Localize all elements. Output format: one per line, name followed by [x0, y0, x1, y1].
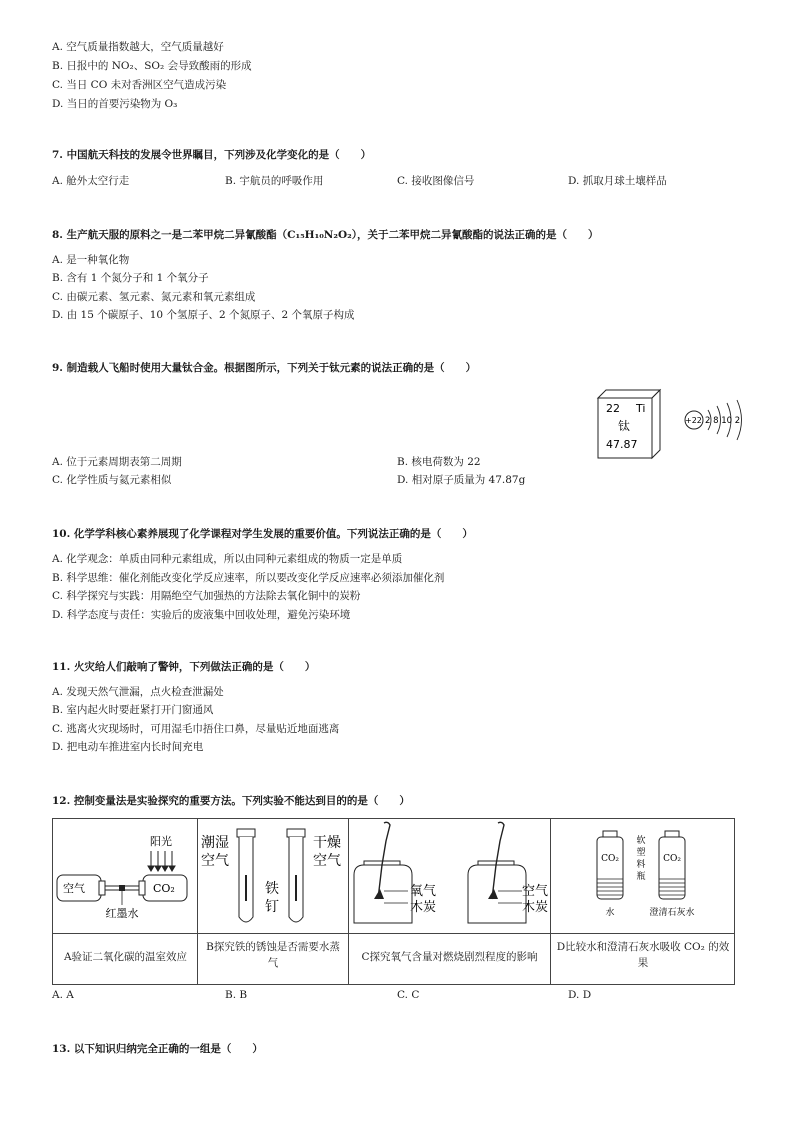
element-name: 钛	[618, 419, 631, 433]
q9-option-b: B. 核电荷数为 22	[397, 456, 481, 468]
q6-option-a: A. 空气质量指数越大，空气质量越好	[52, 41, 224, 53]
q8-option-a: A. 是一种氧化物	[52, 254, 130, 266]
co2-label-water: CO₂	[601, 854, 619, 864]
q7-option-d: D. 抓取月球土壤样品	[568, 175, 667, 187]
co2-label-lime: CO₂	[663, 854, 681, 864]
sun-label: 阳光	[150, 835, 172, 848]
co2-label: CO₂	[153, 882, 175, 895]
electron-shells: 2 8 10 2	[705, 416, 741, 426]
q9-option-d: D. 相对原子质量为 47.87g	[397, 474, 526, 486]
atom-structure-diagram	[685, 400, 742, 440]
soft-bottle-label-3: 料	[636, 860, 646, 870]
figure-b-iron-rust	[199, 823, 347, 931]
q13-stem: 13. 以下知识归纳完全正确的一组是（ ）	[52, 1043, 263, 1055]
q10-option-a: A. 化学观念：单质由同种元素组成，所以由同种元素组成的物质一定是单质	[52, 553, 403, 565]
nail-label: 铁	[265, 881, 279, 897]
element-mass: 47.87	[606, 438, 638, 451]
charcoal-label-2: 木炭	[522, 900, 549, 915]
q8-option-d: D. 由 15 个碳原子、10 个氢原子、2 个氮原子、2 个氧原子构成	[52, 309, 355, 321]
q8-option-c: C. 由碳元素、氢元素、氮元素和氧元素组成	[52, 291, 256, 303]
figure-a-greenhouse	[55, 829, 195, 929]
q12-option-b: B. B	[225, 989, 248, 1001]
figure-d-co2-absorption	[583, 829, 733, 929]
q7-option-c: C. 接收图像信号	[397, 175, 475, 187]
caption-b: B探究铁的锈蚀是否需要水蒸气	[206, 941, 340, 969]
bottle-water	[597, 837, 623, 899]
ink-label: 红墨水	[105, 907, 139, 920]
jar-oxygen	[354, 865, 412, 923]
q9-stem: 9. 制造载人飞船时使用大量钛合金。根据图所示，下列关于钛元素的说法正确的是（ ）	[52, 362, 477, 374]
soft-bottle-label-2: 塑	[636, 848, 646, 858]
jar-air	[468, 865, 526, 923]
q11-option-b: B. 室内起火时要赶紧打开门窗通风	[52, 704, 214, 716]
q10-option-b: B. 科学思维：催化剂能改变化学反应速率，所以要改变化学反应速率必须添加催化剂	[52, 572, 445, 584]
q12-option-c: C. C	[397, 989, 420, 1001]
q6-option-d: D. 当日的首要污染物为 O₃	[52, 98, 178, 110]
wet-label: 潮湿	[201, 835, 229, 851]
air-label: 空气	[63, 882, 85, 895]
q10-option-d: D. 科学态度与责任：实验后的废液集中回收处理，避免污染环境	[52, 609, 351, 621]
q9-option-a: A. 位于元素周期表第二周期	[52, 456, 182, 468]
element-symbol: Ti	[636, 402, 646, 415]
air-label-c: 空气	[522, 884, 549, 899]
q11-option-c: C. 逃离火灾现场时，可用湿毛巾捂住口鼻，尽量贴近地面逃离	[52, 723, 340, 735]
q8-stem: 8. 生产航天服的原料之一是二苯甲烷二异氰酸酯（C₁₅H₁₀N₂O₂），关于二苯甲烷二异氰酸酯的说法正确的是（ ）	[52, 229, 599, 241]
q12-option-a: A. A	[52, 989, 74, 1001]
water-label: 水	[605, 908, 615, 918]
q8-option-b: B. 含有 1 个氮分子和 1 个氧分子	[52, 272, 209, 284]
caption-c: C探究氧气含量对燃烧剧烈程度的影响	[361, 951, 538, 963]
q9-option-c: C. 化学性质与氦元素相似	[52, 474, 172, 486]
q11-stem: 11. 火灾给人们敲响了警钟，下列做法正确的是（ ）	[52, 661, 316, 673]
element-number: 22	[606, 402, 620, 415]
q11-option-a: A. 发现天然气泄漏，点火检查泄漏处	[52, 686, 224, 698]
q12-stem: 12. 控制变量法是实验探究的重要方法。下列实验不能达到目的的是（ ）	[52, 795, 410, 807]
q10-stem: 10. 化学学科核心素养展现了化学课程对学生发展的重要价值。下列说法正确的是（ ）	[52, 528, 473, 540]
q7-option-b: B. 宇航员的呼吸作用	[225, 175, 324, 187]
q6-option-b: B. 日报中的 NO₂、SO₂ 会导致酸雨的形成	[52, 60, 252, 72]
limewater-label: 澄清石灰水	[649, 908, 695, 918]
caption-d: D比较水和澄清石灰水吸收 CO₂ 的效果	[556, 941, 730, 969]
q12-experiment-table	[52, 818, 735, 985]
q12-option-d: D. D	[568, 989, 592, 1001]
caption-a: A验证二氧化碳的温室效应	[63, 951, 188, 963]
soft-bottle-label-4: 瓶	[636, 872, 646, 882]
titanium-element-figure	[596, 388, 756, 460]
q10-option-c: C. 科学探究与实践：用隔绝空气加强热的方法除去氧化铜中的炭粉	[52, 590, 361, 602]
soft-bottle-label-1: 软	[636, 836, 646, 846]
q7-option-a: A. 舱外太空行走	[52, 175, 130, 187]
sunlight-arrows-icon	[148, 851, 175, 871]
charcoal-label-1: 木炭	[410, 900, 437, 915]
nail-label-2: 钉	[265, 899, 279, 915]
figure-c-oxygen-burning	[350, 819, 549, 931]
wet-air-label: 空气	[201, 853, 229, 869]
q11-option-d: D. 把电动车推进室内长时间充电	[52, 741, 204, 753]
oxygen-label: 氧气	[410, 884, 437, 899]
bottle-limewater	[659, 837, 685, 899]
dry-label: 干燥	[313, 835, 341, 851]
element-cell	[598, 390, 660, 458]
nucleus-charge: +22	[685, 416, 702, 425]
dry-air-label: 空气	[313, 853, 341, 869]
q6-option-c: C. 当日 CO 未对香洲区空气造成污染	[52, 79, 227, 91]
ink-drop	[119, 885, 125, 891]
q7-stem: 7. 中国航天科技的发展令世界瞩目，下列涉及化学变化的是（ ）	[52, 149, 372, 161]
